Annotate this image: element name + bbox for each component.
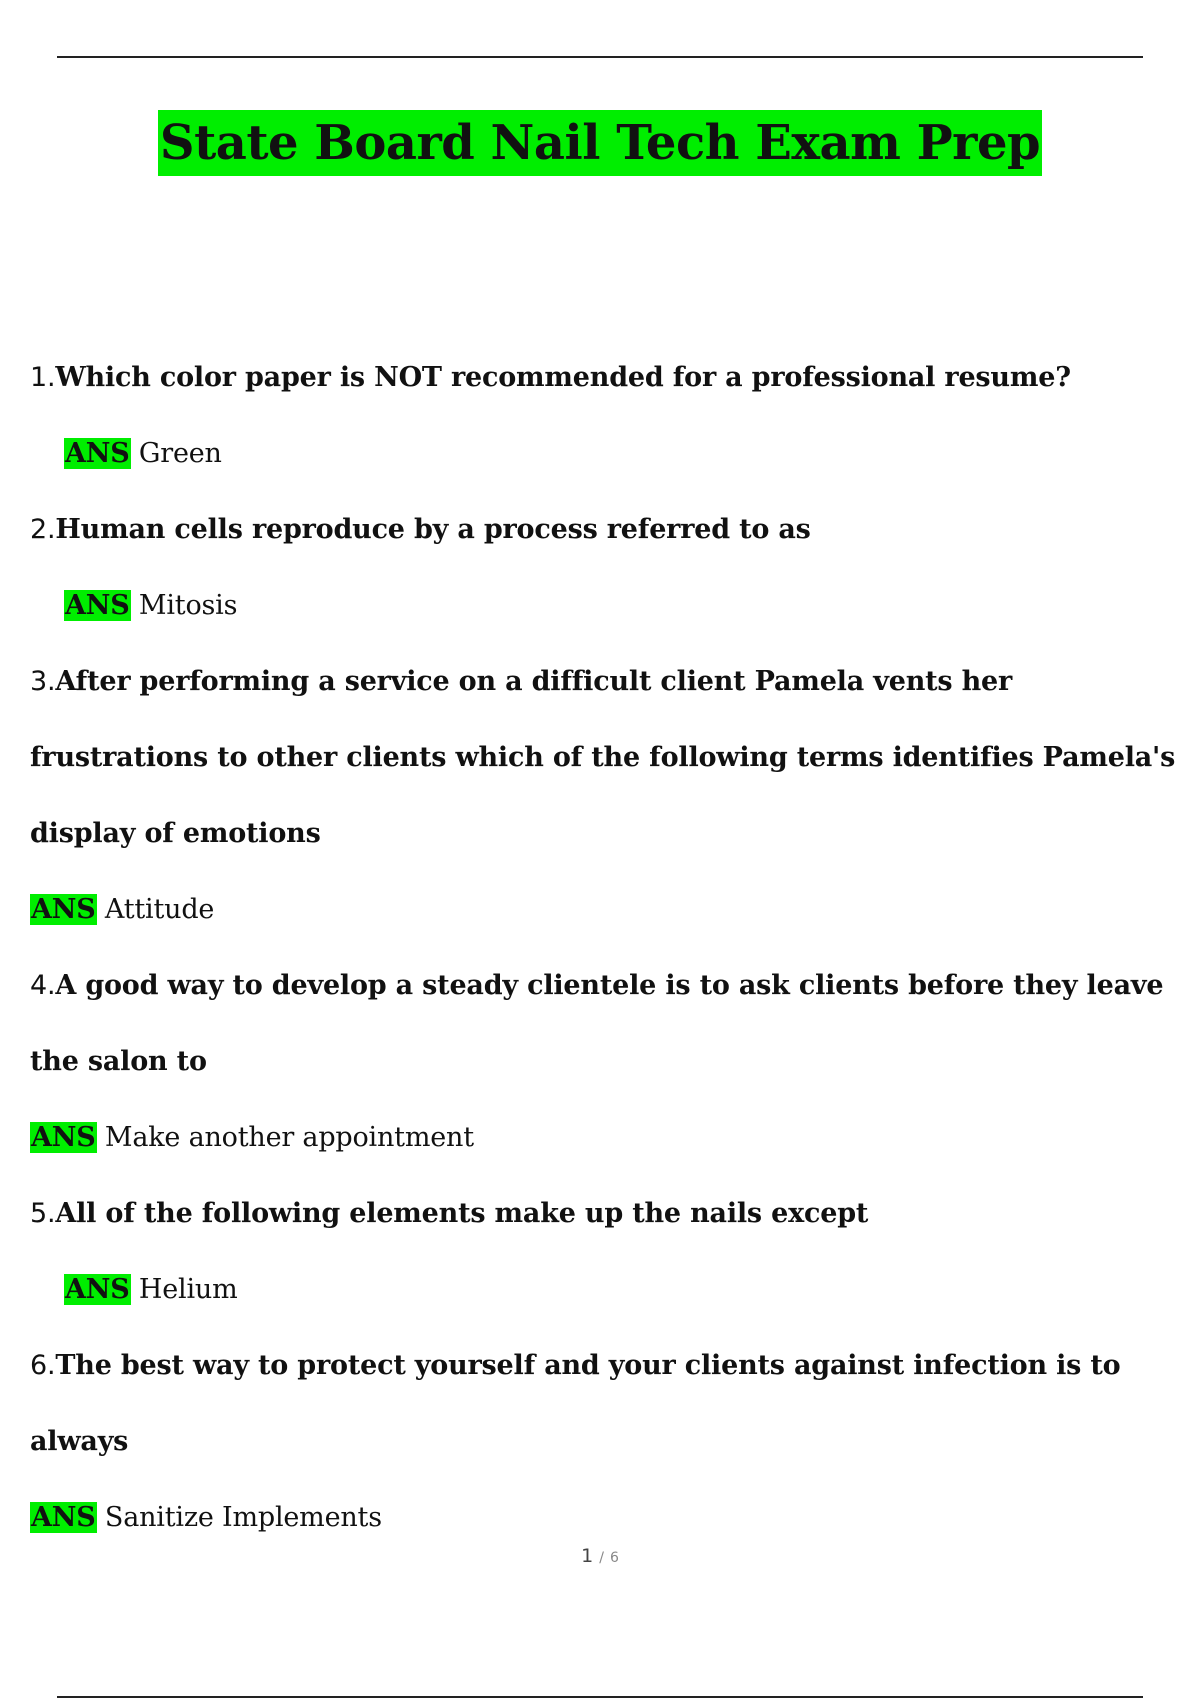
- page-indicator: [0, 1545, 1200, 1567]
- question-number: 2.: [30, 514, 56, 545]
- question-text: A good way to develop a steady clientele is to ask clients before they leave the salon to: [30, 970, 1164, 1077]
- question-text: After performing a service on a difficult client Pamela vents her frustrations to other clients which of the following terms identifies Pamela's display of emotions: [30, 666, 1176, 849]
- ans-tag: ANS: [65, 438, 130, 469]
- question-text: All of the following elements make up the nails except: [55, 1198, 869, 1229]
- answer-text: Mitosis: [138, 590, 238, 621]
- question-number: 1.: [30, 362, 56, 393]
- answer-3: [30, 872, 1190, 948]
- answer-text: Make another appointment: [104, 1122, 474, 1153]
- document-title: State Board Nail Tech Exam Prep: [158, 110, 1042, 176]
- bottom-rule: [57, 1696, 1143, 1698]
- question-text: Human cells reproduce by a process referred to as: [55, 514, 811, 545]
- answer-text: Helium: [138, 1274, 238, 1305]
- page-separator: /: [599, 1550, 604, 1566]
- question-4: [30, 948, 1190, 1100]
- question-number: 6.: [30, 1350, 56, 1381]
- question-text: The best way to protect yourself and your clients against infection is to always: [30, 1350, 1121, 1457]
- question-number: 5.: [30, 1198, 56, 1229]
- page-total: 6: [609, 1550, 619, 1566]
- top-rule: [57, 56, 1143, 58]
- question-6: [30, 1328, 1190, 1480]
- answer-text: Sanitize Implements: [104, 1502, 382, 1533]
- page-current: 1: [581, 1545, 594, 1567]
- question-number: 3.: [30, 666, 56, 697]
- answer-text: Attitude: [104, 894, 215, 925]
- answer-5: [30, 1252, 1190, 1328]
- ans-tag: ANS: [65, 1274, 130, 1305]
- question-text: Which color paper is NOT recommended for a professional resume?: [55, 362, 1071, 393]
- question-number: 4.: [30, 970, 56, 1001]
- question-3: [30, 644, 1190, 872]
- question-list: [30, 340, 1190, 1556]
- question-1: [30, 340, 1190, 416]
- ans-tag: ANS: [31, 1122, 96, 1153]
- ans-tag: ANS: [31, 1502, 96, 1533]
- ans-tag: ANS: [65, 590, 130, 621]
- question-5: [30, 1176, 1190, 1252]
- answer-text: Green: [138, 438, 222, 469]
- answer-2: [30, 568, 1190, 644]
- answer-4: [30, 1100, 1190, 1176]
- answer-1: [30, 416, 1190, 492]
- ans-tag: ANS: [31, 894, 96, 925]
- title-container: [0, 110, 1200, 176]
- question-2: [30, 492, 1190, 568]
